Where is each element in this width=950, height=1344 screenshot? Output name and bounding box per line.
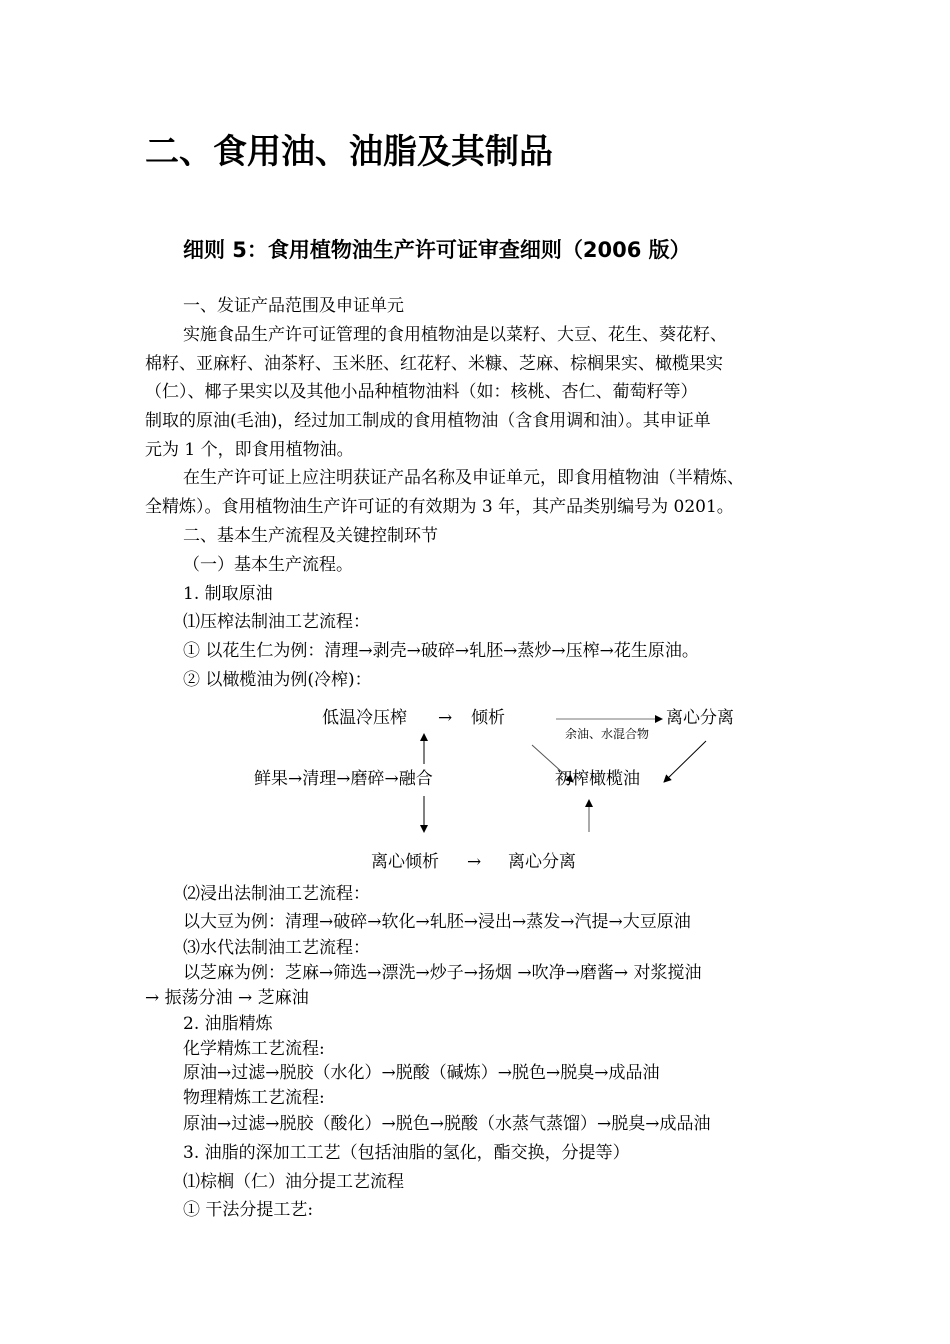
leach-method-title: ⑵浸出法制油工艺流程： xyxy=(183,884,370,904)
press-method-title: ⑴压榨法制油工艺流程： xyxy=(183,612,370,632)
press-example-olive: ② 以橄榄油为例(冷榨)： xyxy=(183,670,372,690)
paragraph1-line3: （仁）、椰子果实以及其他小品种植物油料（如：核桃、杏仁、葡萄籽等） xyxy=(145,382,698,402)
section1-heading: 一、发证产品范围及申证单元 xyxy=(183,296,404,316)
diagram-node-fresh-fruit: 鲜果→清理→磨碎→融合 xyxy=(254,769,433,789)
dry-fractionation-title: ① 干法分提工艺: xyxy=(183,1200,314,1220)
chemical-refining-title: 化学精炼工艺流程: xyxy=(183,1039,325,1059)
subsection-heading: （一）基本生产流程。 xyxy=(183,555,353,575)
item2-heading: 2. 油脂精炼 xyxy=(183,1014,273,1034)
document-subtitle: 细则 5：食用植物油生产许可证审查细则（2006 版） xyxy=(183,238,691,262)
physical-refining-title: 物理精炼工艺流程: xyxy=(183,1088,325,1108)
section2-heading: 二、基本生产流程及关键控制环节 xyxy=(183,526,438,546)
diagram-arrow-top: → xyxy=(438,708,453,728)
paragraph2-line2: 全精炼）。食用植物油生产许可证的有效期为 3 年，其产品类别编号为 0201。 xyxy=(145,497,734,517)
water-example-line1: 以芝麻为例：芝麻→筛选→漂洗→炒子→扬烟 →吹净→磨酱→ 对浆搅油 xyxy=(183,963,702,983)
leach-example-soybean: 以大豆为例：清理→破碎→软化→轧胚→浸出→蒸发→汽提→大豆原油 xyxy=(183,912,691,932)
paragraph2-line1: 在生产许可证上应注明获证产品名称及申证单元，即食用植物油（半精炼、 xyxy=(183,468,744,488)
diagram-node-cold-press: 低温冷压榨 xyxy=(322,708,407,728)
chemical-refining-flow: 原油→过滤→脱胶（水化）→脱酸（碱炼）→脱色→脱臭→成品油 xyxy=(183,1063,660,1083)
water-example-line2: → 振荡分油 → 芝麻油 xyxy=(145,988,309,1008)
paragraph1-line5: 元为 1 个，即食用植物油。 xyxy=(145,440,354,460)
paragraph1-line1: 实施食品生产许可证管理的食用植物油是以菜籽、大豆、花生、葵花籽、 xyxy=(183,325,727,345)
page-title: 二、食用油、油脂及其制品 xyxy=(145,132,553,172)
diagram-node-centrifuge-bottom: 离心分离 xyxy=(508,852,576,872)
diagram-node-decant: 倾析 xyxy=(471,708,505,728)
paragraph1-line4: 制取的原油(毛油)，经过加工制成的食用植物油（含食用调和油）。其申证单 xyxy=(145,411,711,431)
press-example-peanut: ① 以花生仁为例：清理→剥壳→破碎→轧胚→蒸炒→压榨→花生原油。 xyxy=(183,641,699,661)
paragraph1-line2: 棉籽、亚麻籽、油茶籽、玉米胚、红花籽、米糠、芝麻、棕榈果实、橄榄果实 xyxy=(145,354,723,374)
palm-fractionation-title: ⑴棕榈（仁）油分提工艺流程 xyxy=(183,1172,404,1192)
item3-heading: 3. 油脂的深加工工艺（包括油脂的氢化，酯交换，分提等） xyxy=(183,1143,630,1163)
connector-decant-to-virgin-oil xyxy=(532,745,573,782)
diagram-node-virgin-olive-oil: 初榨橄榄油 xyxy=(555,769,640,789)
item1-heading: 1. 制取原油 xyxy=(183,584,273,604)
water-method-title: ⑶水代法制油工艺流程： xyxy=(183,938,370,958)
diagram-node-centrifuge-top: 离心分离 xyxy=(666,708,734,728)
diagram-arrow-label: 余油、水混合物 xyxy=(565,727,650,741)
diagram-arrow-bottom: → xyxy=(467,852,482,872)
connector-centrifuge-to-virgin-oil xyxy=(664,741,706,782)
physical-refining-flow: 原油→过滤→脱胶（酸化）→脱色→脱酸（水蒸气蒸馏）→脱臭→成品油 xyxy=(183,1114,711,1134)
diagram-node-centrifugal-decant: 离心倾析 xyxy=(371,852,439,872)
